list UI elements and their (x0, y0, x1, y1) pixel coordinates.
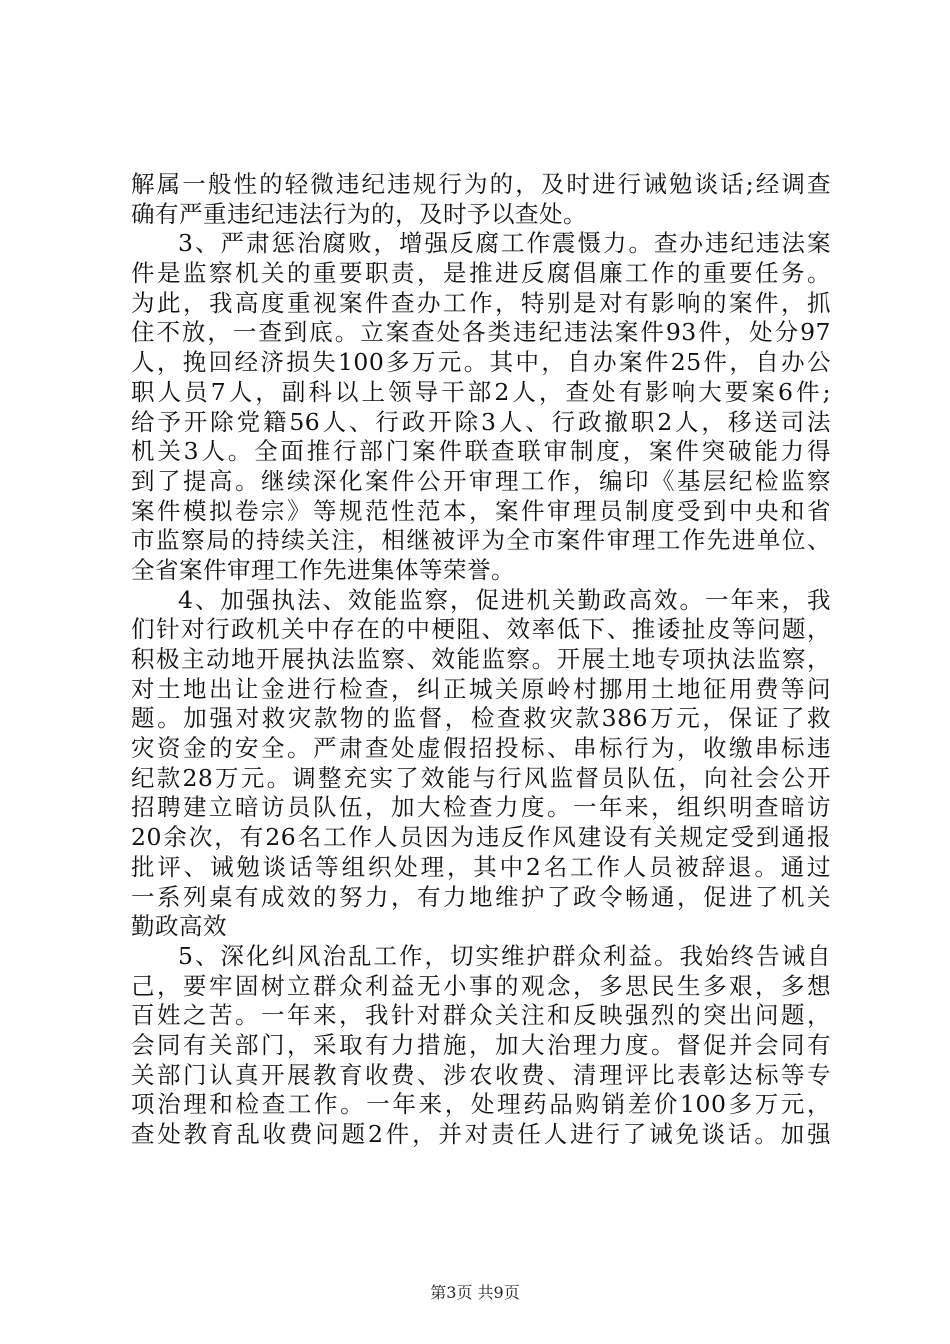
body-text (131, 170, 831, 1150)
text-line: 市监察局的持续关注，相继被评为全市案件审理工作先进单位、 (131, 526, 831, 555)
text-line: 到了提高。继续深化案件公开审理工作，编印《基层纪检监察 (131, 466, 831, 495)
text-line: 关部门认真开展教育收费、涉农收费、清理评比表彰达标等专 (131, 1060, 831, 1089)
text-line: 职人员7人，副科以上领导干部2人，查处有影响大要案6件; (131, 377, 831, 406)
text-line: 4、加强执法、效能监察，促进机关勤政高效。一年来，我 (178, 585, 831, 614)
text-line: 会同有关部门，采取有力措施，加大治理力度。督促并会同有 (131, 1030, 831, 1059)
text-line: 对土地出让金进行检查，纠正城关原岭村挪用土地征用费等问 (131, 674, 831, 703)
text-line: 招聘建立暗访员队伍，加大检查力度。一年来，组织明查暗访 (131, 793, 831, 822)
text-line: 灾资金的安全。严肃查处虚假招投标、串标行为，收缴串标违 (131, 734, 831, 763)
text-line: 确有严重违纪违法行为的，及时予以查处。 (131, 199, 587, 228)
text-line: 解属一般性的轻微违纪违规行为的，及时进行诫勉谈话;经调查 (131, 170, 831, 198)
text-line: 机关3人。全面推行部门案件联查联审制度，案件突破能力得 (131, 437, 831, 466)
text-line: 案件模拟卷宗》等规范性范本，案件审理员制度受到中央和省 (131, 496, 831, 525)
text-line: 积极主动地开展执法监察、效能监察。开展土地专项执法监察， (131, 645, 831, 673)
text-line: 为此，我高度重视案件查办工作，特别是对有影响的案件，抓 (131, 288, 831, 317)
text-line: 5、深化纠风治乱工作，切实维护群众利益。我始终告诫自 (178, 941, 831, 970)
text-line: 3、严肃惩治腐败，增强反腐工作震慑力。查办违纪违法案 (178, 229, 831, 258)
text-line: 住不放，一查到底。立案查处各类违纪违法案件93件，处分97 (131, 318, 831, 347)
text-line: 人，挽回经济损失100多万元。其中，自办案件25件，自办公 (131, 348, 831, 377)
text-line: 一系列桌有成效的努力，有力地维护了政令畅通，促进了机关 (131, 882, 831, 911)
text-line: 件是监察机关的重要职责，是推进反腐倡廉工作的重要任务。 (131, 259, 831, 288)
text-line: 批评、诫勉谈话等组织处理，其中2名工作人员被辞退。通过 (131, 852, 831, 881)
text-line: 勤政高效 (131, 912, 227, 941)
text-line: 题。加强对救灾款物的监督，检查救灾款386万元，保证了救 (131, 704, 831, 733)
text-line: 百姓之苦。一年来，我针对群众关注和反映强烈的突出问题， (131, 1001, 831, 1030)
text-line: 20余次，有26名工作人员因为违反作风建设有关规定受到通报 (131, 823, 831, 852)
text-line: 纪款28万元。调整充实了效能与行风监督员队伍，向社会公开 (131, 763, 831, 792)
text-line: 项治理和检查工作。一年来，处理药品购销差价100多万元， (131, 1090, 831, 1119)
text-line: 们针对行政机关中存在的中梗阻、效率低下、推诿扯皮等问题， (131, 615, 831, 644)
text-line: 查处教育乱收费问题2件，并对责任人进行了诫免谈话。加强 (131, 1120, 831, 1148)
text-line: 给予开除党籍56人、行政开除3人、行政撤职2人，移送司法 (131, 407, 831, 436)
page-number-footer: 第3页 共9页 (430, 1283, 520, 1302)
text-line: 全省案件审理工作先进集体等荣誉。 (131, 555, 515, 584)
text-line: 己，要牢固树立群众利益无小事的观念，多思民生多艰，多想 (131, 971, 831, 1000)
